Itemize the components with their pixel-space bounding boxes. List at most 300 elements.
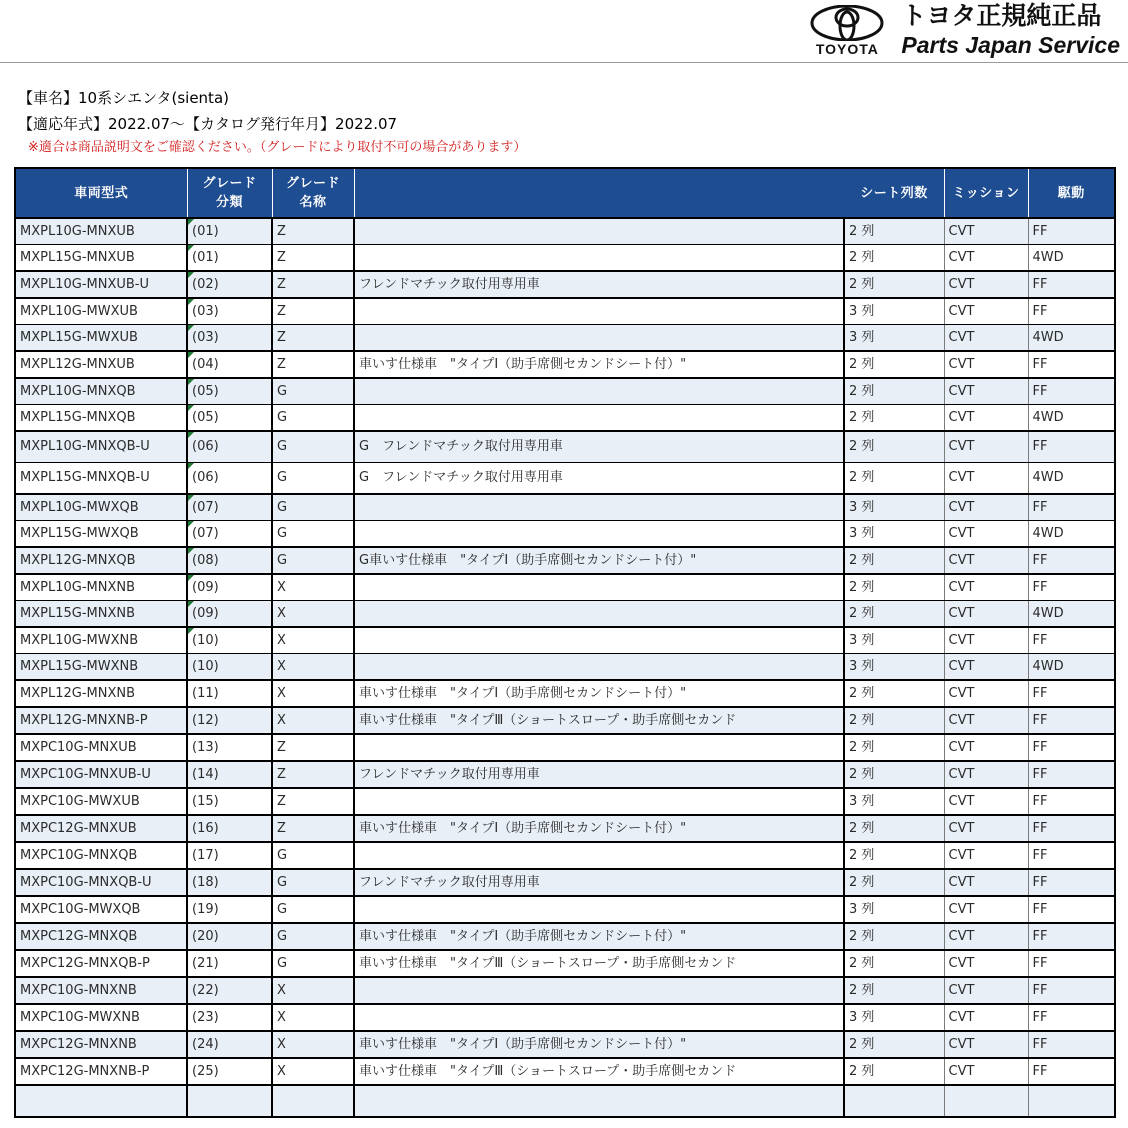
cell-grade-class-label: (06)	[192, 470, 219, 485]
cell-seat-rows: 2 列	[844, 815, 944, 842]
col-header-mission: ミッション	[944, 168, 1028, 218]
cell-description-text: G フレンドマチック取付用専用車	[359, 439, 563, 454]
cell-seat-rows: 3 列	[844, 521, 944, 548]
table-row	[15, 431, 1115, 463]
cell-seat-rows: 2 列	[844, 271, 944, 298]
cell-drive: FF	[1028, 815, 1115, 842]
cell-grade-class-label: (18)	[192, 875, 219, 890]
cell-description-text: G車いす仕様車 "タイプⅠ（助手席側セカンドシート付）"	[359, 553, 697, 568]
cell-grade-class	[187, 950, 272, 977]
cell-drive: FF	[1028, 627, 1115, 654]
fitment-table-wrapper	[14, 167, 1114, 1118]
cell-grade-name: X	[272, 574, 354, 601]
text-format-marker-icon	[188, 628, 194, 634]
cell-drive: FF	[1028, 734, 1115, 761]
cell-grade-name: Z	[272, 815, 354, 842]
cell-model: MXPL15G-MWXNB	[15, 654, 187, 681]
cell-description	[354, 869, 844, 896]
brand-subtitle-en: Parts Japan Service	[901, 32, 1120, 58]
cell-grade-class	[187, 680, 272, 707]
cell-grade-class	[187, 815, 272, 842]
col-header-description	[354, 168, 844, 218]
cell-grade-name: Z	[272, 218, 354, 245]
cell-grade-class-label: (02)	[192, 277, 219, 292]
cell-description	[354, 494, 844, 521]
table-row	[15, 869, 1115, 896]
cell-grade-class-label: (07)	[192, 526, 219, 541]
cell-model	[15, 1085, 187, 1117]
cell-description-text: フレンドマチック取付用専用車	[359, 767, 540, 782]
cell-model: MXPL10G-MNXUB	[15, 218, 187, 245]
table-row	[15, 896, 1115, 923]
cell-mission: CVT	[944, 923, 1028, 950]
cell-grade-class	[187, 463, 272, 495]
cell-seat-rows: 2 列	[844, 680, 944, 707]
cell-seat-rows: 2 列	[844, 601, 944, 628]
col-header-grade-name-line2: 名称	[299, 195, 327, 210]
cell-description	[354, 734, 844, 761]
text-format-marker-icon	[188, 432, 194, 438]
table-header-row	[15, 168, 1115, 218]
cell-drive: FF	[1028, 680, 1115, 707]
cell-grade-class-label: (25)	[192, 1064, 219, 1079]
cell-seat-rows: 3 列	[844, 654, 944, 681]
col-header-grade-name	[272, 168, 354, 218]
table-row	[15, 923, 1115, 950]
cell-grade-class	[187, 923, 272, 950]
cell-description	[354, 547, 844, 574]
cell-grade-class	[187, 869, 272, 896]
cell-grade-name: X	[272, 1031, 354, 1058]
cell-description	[354, 1085, 844, 1117]
cell-grade-name: X	[272, 1058, 354, 1085]
cell-description	[354, 325, 844, 352]
cell-mission: CVT	[944, 601, 1028, 628]
cell-drive: FF	[1028, 1004, 1115, 1031]
cell-grade-name: G	[272, 950, 354, 977]
cell-model: MXPL10G-MWXUB	[15, 298, 187, 325]
cell-model: MXPC12G-MNXUB	[15, 815, 187, 842]
cell-mission: CVT	[944, 218, 1028, 245]
table-row	[15, 977, 1115, 1004]
cell-grade-class-label: (01)	[192, 224, 219, 239]
text-format-marker-icon	[188, 548, 194, 554]
cell-grade-class	[187, 977, 272, 1004]
cell-seat-rows: 2 列	[844, 405, 944, 432]
cell-mission: CVT	[944, 627, 1028, 654]
cell-drive: FF	[1028, 218, 1115, 245]
cell-grade-class	[187, 654, 272, 681]
cell-model: MXPC10G-MNXUB	[15, 734, 187, 761]
table-row	[15, 842, 1115, 869]
cell-mission: CVT	[944, 378, 1028, 405]
cell-description	[354, 1004, 844, 1031]
cell-description	[354, 842, 844, 869]
cell-grade-class-label: (09)	[192, 606, 219, 621]
cell-drive: FF	[1028, 1058, 1115, 1085]
cell-seat-rows: 2 列	[844, 977, 944, 1004]
cell-seat-rows: 3 列	[844, 298, 944, 325]
brand-title-ja: トヨタ正規純正品	[901, 1, 1102, 30]
cell-grade-class-label: (03)	[192, 330, 219, 345]
fitment-warning-note: ※適合は商品説明文をご確認ください。（グレードにより取付不可の場合があります）	[28, 140, 527, 155]
cell-model: MXPL12G-MNXQB	[15, 547, 187, 574]
table-row	[15, 271, 1115, 298]
cell-grade-name: Z	[272, 325, 354, 352]
cell-grade-class	[187, 1031, 272, 1058]
cell-mission: CVT	[944, 977, 1028, 1004]
col-header-seat-rows: シート列数	[844, 168, 944, 218]
cell-mission: CVT	[944, 654, 1028, 681]
cell-drive: FF	[1028, 896, 1115, 923]
table-row	[15, 521, 1115, 548]
cell-description-text: 車いす仕様車 "タイプⅠ（助手席側セカンドシート付）"	[359, 686, 687, 701]
cell-seat-rows: 2 列	[844, 1031, 944, 1058]
cell-drive: 4WD	[1028, 405, 1115, 432]
cell-grade-class-label: (13)	[192, 740, 219, 755]
cell-grade-class-label: (07)	[192, 500, 219, 515]
cell-seat-rows: 2 列	[844, 463, 944, 495]
cell-grade-name: Z	[272, 351, 354, 378]
cell-mission: CVT	[944, 707, 1028, 734]
text-format-marker-icon	[188, 601, 194, 607]
cell-grade-class-label: (17)	[192, 848, 219, 863]
cell-grade-class	[187, 896, 272, 923]
table-row	[15, 788, 1115, 815]
cell-description	[354, 707, 844, 734]
brand-text-block	[901, 2, 1120, 58]
cell-description	[354, 788, 844, 815]
cell-description	[354, 627, 844, 654]
cell-description-text: 車いす仕様車 "タイプⅢ（ショートスロープ・助手席側セカンド	[359, 956, 737, 971]
table-row	[15, 734, 1115, 761]
cell-grade-name: G	[272, 378, 354, 405]
cell-grade-name	[272, 1085, 354, 1117]
cell-mission: CVT	[944, 351, 1028, 378]
cell-grade-class	[187, 761, 272, 788]
cell-seat-rows: 2 列	[844, 574, 944, 601]
cell-grade-class-label: (01)	[192, 250, 219, 265]
cell-mission: CVT	[944, 1031, 1028, 1058]
table-row	[15, 325, 1115, 352]
brand-header	[0, 0, 1128, 63]
cell-grade-name: Z	[272, 271, 354, 298]
cell-mission: CVT	[944, 788, 1028, 815]
cell-grade-class-label: (20)	[192, 929, 219, 944]
cell-grade-name: G	[272, 494, 354, 521]
cell-drive: FF	[1028, 494, 1115, 521]
cell-grade-class	[187, 245, 272, 272]
cell-mission: CVT	[944, 463, 1028, 495]
cell-grade-class	[187, 494, 272, 521]
cell-description	[354, 761, 844, 788]
cell-grade-class-label: (05)	[192, 410, 219, 425]
cell-mission: CVT	[944, 734, 1028, 761]
cell-seat-rows: 3 列	[844, 1004, 944, 1031]
cell-drive: 4WD	[1028, 325, 1115, 352]
cell-drive: FF	[1028, 574, 1115, 601]
cell-grade-class	[187, 431, 272, 463]
cell-grade-name: G	[272, 923, 354, 950]
table-row	[15, 218, 1115, 245]
table-row	[15, 463, 1115, 495]
cell-model: MXPC10G-MNXUB-U	[15, 761, 187, 788]
cell-grade-name: G	[272, 521, 354, 548]
cell-grade-class-label: (19)	[192, 902, 219, 917]
cell-grade-class	[187, 298, 272, 325]
cell-drive: FF	[1028, 869, 1115, 896]
cell-grade-name: G	[272, 547, 354, 574]
cell-drive: FF	[1028, 378, 1115, 405]
text-format-marker-icon	[188, 299, 194, 305]
cell-seat-rows: 3 列	[844, 896, 944, 923]
cell-model: MXPL10G-MWXNB	[15, 627, 187, 654]
cell-drive: 4WD	[1028, 245, 1115, 272]
cell-description-text: フレンドマチック取付用専用車	[359, 277, 540, 292]
cell-grade-class	[187, 378, 272, 405]
cell-mission: CVT	[944, 574, 1028, 601]
cell-grade-name: Z	[272, 734, 354, 761]
cell-grade-class-label: (12)	[192, 713, 219, 728]
table-row	[15, 601, 1115, 628]
cell-drive: 4WD	[1028, 601, 1115, 628]
cell-description-text: 車いす仕様車 "タイプⅠ（助手席側セカンドシート付）"	[359, 357, 687, 372]
cell-description-text: フレンドマチック取付用専用車	[359, 875, 540, 890]
col-header-model: 車両型式	[15, 168, 187, 218]
cell-seat-rows: 3 列	[844, 325, 944, 352]
cell-seat-rows: 2 列	[844, 1058, 944, 1085]
cell-mission: CVT	[944, 521, 1028, 548]
cell-model: MXPC12G-MNXNB	[15, 1031, 187, 1058]
table-row	[15, 405, 1115, 432]
cell-grade-name: X	[272, 654, 354, 681]
cell-grade-name: Z	[272, 761, 354, 788]
cell-seat-rows: 2 列	[844, 950, 944, 977]
table-row	[15, 627, 1115, 654]
table-row	[15, 654, 1115, 681]
col-header-grade-name-line1: グレード	[285, 176, 340, 191]
text-format-marker-icon	[188, 245, 194, 251]
cell-model: MXPL15G-MNXNB	[15, 601, 187, 628]
text-format-marker-icon	[188, 575, 194, 581]
cell-mission: CVT	[944, 547, 1028, 574]
cell-mission: CVT	[944, 896, 1028, 923]
table-row	[15, 815, 1115, 842]
cell-seat-rows	[844, 1085, 944, 1117]
table-row	[15, 707, 1115, 734]
cell-grade-class	[187, 1085, 272, 1117]
cell-seat-rows: 2 列	[844, 218, 944, 245]
text-format-marker-icon	[188, 325, 194, 331]
cell-grade-class	[187, 1004, 272, 1031]
cell-seat-rows: 2 列	[844, 245, 944, 272]
table-header	[15, 168, 1115, 218]
cell-description	[354, 521, 844, 548]
cell-grade-class-label: (10)	[192, 633, 219, 648]
cell-seat-rows: 2 列	[844, 547, 944, 574]
cell-grade-class	[187, 707, 272, 734]
cell-grade-class	[187, 271, 272, 298]
cell-grade-name: X	[272, 680, 354, 707]
text-format-marker-icon	[188, 405, 194, 411]
cell-mission: CVT	[944, 431, 1028, 463]
cell-grade-class-label: (23)	[192, 1010, 219, 1025]
cell-grade-class-label: (16)	[192, 821, 219, 836]
cell-drive: FF	[1028, 707, 1115, 734]
cell-model: MXPC10G-MWXNB	[15, 1004, 187, 1031]
cell-grade-class	[187, 351, 272, 378]
cell-seat-rows: 2 列	[844, 431, 944, 463]
cell-grade-class-label: (05)	[192, 384, 219, 399]
cell-seat-rows: 2 列	[844, 842, 944, 869]
cell-model: MXPL10G-MNXUB-U	[15, 271, 187, 298]
table-row	[15, 1031, 1115, 1058]
cell-description	[354, 405, 844, 432]
cell-grade-class	[187, 218, 272, 245]
cell-grade-class-label: (11)	[192, 686, 219, 701]
cell-description	[354, 896, 844, 923]
cell-description	[354, 574, 844, 601]
cell-model: MXPL15G-MNXUB	[15, 245, 187, 272]
cell-description	[354, 977, 844, 1004]
cell-model: MXPL10G-MNXQB-U	[15, 431, 187, 463]
cell-mission: CVT	[944, 298, 1028, 325]
cell-grade-name: Z	[272, 788, 354, 815]
cell-grade-name: X	[272, 707, 354, 734]
table-row	[15, 680, 1115, 707]
table-row	[15, 494, 1115, 521]
col-header-grade-class-line2: 分類	[215, 195, 243, 210]
cell-drive	[1028, 1085, 1115, 1117]
cell-grade-class-label: (09)	[192, 580, 219, 595]
cell-grade-class	[187, 734, 272, 761]
cell-grade-class-label: (10)	[192, 659, 219, 674]
toyota-wordmark: TOYOTA	[815, 40, 879, 57]
cell-grade-name: Z	[272, 298, 354, 325]
cell-grade-class	[187, 1058, 272, 1085]
text-format-marker-icon	[188, 219, 194, 225]
cell-seat-rows: 2 列	[844, 734, 944, 761]
table-row	[15, 761, 1115, 788]
cell-description	[354, 601, 844, 628]
table-row	[15, 547, 1115, 574]
cell-grade-class	[187, 521, 272, 548]
cell-mission: CVT	[944, 680, 1028, 707]
cell-mission: CVT	[944, 325, 1028, 352]
cell-seat-rows: 3 列	[844, 494, 944, 521]
cell-mission: CVT	[944, 1004, 1028, 1031]
cell-seat-rows: 2 列	[844, 923, 944, 950]
cell-drive: FF	[1028, 761, 1115, 788]
cell-drive: FF	[1028, 923, 1115, 950]
cell-drive: FF	[1028, 842, 1115, 869]
cell-grade-class	[187, 601, 272, 628]
cell-grade-name: X	[272, 977, 354, 1004]
table-row	[15, 245, 1115, 272]
cell-description-text: 車いす仕様車 "タイプⅢ（ショートスロープ・助手席側セカンド	[359, 713, 737, 728]
brand-lockup	[799, 2, 1120, 58]
toyota-logo-group	[799, 5, 895, 56]
cell-model: MXPC10G-MNXNB	[15, 977, 187, 1004]
cell-mission: CVT	[944, 761, 1028, 788]
cell-description	[354, 298, 844, 325]
cell-model: MXPC10G-MNXQB	[15, 842, 187, 869]
col-header-grade-class	[187, 168, 272, 218]
cell-description	[354, 431, 844, 463]
cell-description-text: 車いす仕様車 "タイプⅠ（助手席側セカンドシート付）"	[359, 821, 687, 836]
cell-description	[354, 351, 844, 378]
cell-mission: CVT	[944, 1058, 1028, 1085]
cell-grade-class	[187, 325, 272, 352]
applicable-year-line: 【適応年式】2022.07〜【カタログ発行年月】2022.07	[18, 115, 398, 133]
cell-description	[354, 218, 844, 245]
cell-drive: FF	[1028, 351, 1115, 378]
cell-model: MXPL15G-MWXUB	[15, 325, 187, 352]
toyota-logo-icon	[799, 5, 895, 41]
cell-description	[354, 245, 844, 272]
col-header-grade-class-line1: グレード	[202, 176, 257, 191]
cell-mission	[944, 1085, 1028, 1117]
cell-mission: CVT	[944, 815, 1028, 842]
cell-grade-name: G	[272, 463, 354, 495]
cell-grade-class-label: (21)	[192, 956, 219, 971]
cell-description	[354, 463, 844, 495]
cell-model: MXPL12G-MNXNB	[15, 680, 187, 707]
cell-drive: FF	[1028, 547, 1115, 574]
cell-grade-class	[187, 842, 272, 869]
cell-grade-name: X	[272, 1004, 354, 1031]
cell-grade-name: G	[272, 896, 354, 923]
vehicle-info-block	[0, 63, 1128, 159]
table-row-empty	[15, 1085, 1115, 1117]
text-format-marker-icon	[188, 272, 194, 278]
text-format-marker-icon	[188, 521, 194, 527]
table-body	[15, 218, 1115, 1117]
cell-description-text: 車いす仕様車 "タイプⅠ（助手席側セカンドシート付）"	[359, 929, 687, 944]
cell-grade-name: G	[272, 405, 354, 432]
fitment-table	[14, 167, 1116, 1118]
cell-description	[354, 1031, 844, 1058]
cell-description	[354, 815, 844, 842]
cell-mission: CVT	[944, 494, 1028, 521]
cell-mission: CVT	[944, 950, 1028, 977]
cell-model: MXPC12G-MNXNB-P	[15, 1058, 187, 1085]
text-format-marker-icon	[188, 463, 194, 469]
cell-description	[354, 923, 844, 950]
cell-drive: FF	[1028, 950, 1115, 977]
cell-grade-class	[187, 627, 272, 654]
cell-grade-class-label: (08)	[192, 553, 219, 568]
cell-grade-class	[187, 405, 272, 432]
cell-grade-name: G	[272, 869, 354, 896]
table-row	[15, 298, 1115, 325]
cell-drive: 4WD	[1028, 654, 1115, 681]
cell-description	[354, 1058, 844, 1085]
cell-description	[354, 950, 844, 977]
cell-seat-rows: 2 列	[844, 351, 944, 378]
text-format-marker-icon	[188, 379, 194, 385]
table-row	[15, 1004, 1115, 1031]
table-row	[15, 574, 1115, 601]
cell-drive: FF	[1028, 271, 1115, 298]
cell-drive: 4WD	[1028, 463, 1115, 495]
cell-drive: FF	[1028, 431, 1115, 463]
cell-model: MXPL15G-MWXQB	[15, 521, 187, 548]
cell-mission: CVT	[944, 405, 1028, 432]
cell-seat-rows: 2 列	[844, 707, 944, 734]
cell-description-text: 車いす仕様車 "タイプⅢ（ショートスロープ・助手席側セカンド	[359, 1064, 737, 1079]
cell-drive: FF	[1028, 1031, 1115, 1058]
